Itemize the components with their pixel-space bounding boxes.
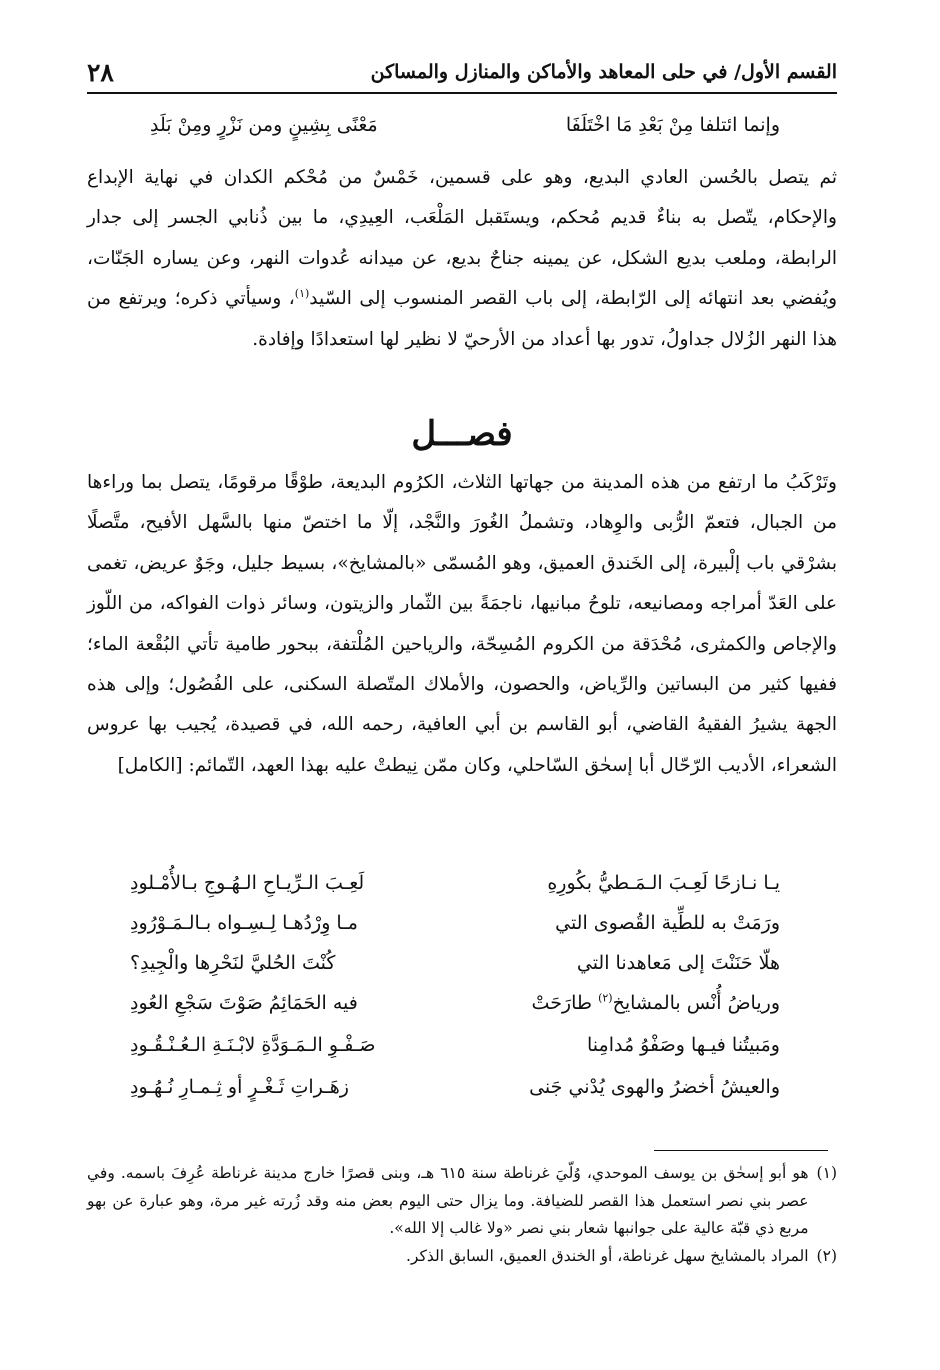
footnote-marker-2: (٢) bbox=[598, 991, 613, 1005]
page-header bbox=[87, 52, 837, 94]
verse-second-hemistich: صَـفْـوِ الـمَـوَدَّةِ لابْـنَـةِ الـعُـنْـقُـودِ bbox=[130, 1034, 376, 1056]
footnote-number: (١) bbox=[816, 1164, 837, 1182]
footnote-1 bbox=[87, 1160, 837, 1243]
opening-verse bbox=[150, 112, 780, 138]
footnote-marker-1: (١) bbox=[294, 287, 310, 301]
poem-verse bbox=[130, 990, 780, 1016]
verse-second-hemistich: زهَـراتِ ثَـغْـرٍ أو ثِـمـارِ نُـهُـودِ bbox=[130, 1076, 349, 1098]
footnotes bbox=[87, 1160, 837, 1270]
paragraph-2: وتَرْكَبُ ما ارتفع من هذه المدينة من جهاتها الثلاث، الكرُوم البديعة، طوْقًا مرقومًا، يتصل بما وراءها من الجبال، فتعمّ الرُّبى والوِهاد، وتشملُ الغُورَ والنَّجْد، إلّا ما اختصّ منها بالسَّهل الأفيح، متَّصلًا بشرْقي باب إلْبيرة، إلى الخَندق العميق، وهو المُسمّى «بالمشايخ»، بسيط جليل، وجَوٌ عريض، تغمى على العَدّ أمراجه ومصانيعه، تلوحُ مبانيها، ناجمَةً بين الثّمار والزيتون، وسائر ذوات الفواكه، من اللّوز والإجاص والكمثرى، مُحْدَقة من الكروم المُسِحّة، والرياحين المُلْتفة، ببحور طامية تأتي البُقْعة الماء؛ ففيها كثير من البساتين والرِّياض، والحصون، والأملاك المتّصلة السكنى، على الفُصُول؛ وإلى هذه الجهة يشيرُ الفقيهُ القاضي، أبو القاسم بن أبي العافية، رحمه الله، في قصيدة، يُجيب بها عروس الشعراء، الأديب الرّحّال أبا إسحٰق السّاحلي، وكان ممّن نِيطتْ عليه بهذا العهد، التّمائم: [الكامل] bbox=[87, 472, 837, 776]
verse-second-hemistich: فيه الحَمَائِمُ صَوْتَ سَجْعِ العُودِ bbox=[130, 992, 358, 1014]
poem-verse bbox=[130, 1074, 780, 1100]
section-heading: فصـــل bbox=[411, 414, 513, 454]
verse-first-hemistich: ومَبيتُنا فيـها وصَفْوُ مُدامِنا bbox=[587, 1034, 780, 1056]
paragraph-1-text-end: ، وسيأتي ذكره؛ ويرتفع من هذا النهر الزُلال جداولُ، تدور بها أعداد من الأرحيّ لا نظير لها استعدادًا وإفادة. bbox=[87, 288, 837, 350]
poem-verse bbox=[130, 950, 780, 976]
verse-second-hemistich: مَعْنًى بِشِينٍ ومن نَزْرٍ ومِنْ بَلَدِ bbox=[150, 114, 378, 136]
verse-second-hemistich: لَعِـبَ الـرِّيـاحِ الـهُـوجِ بـالأُمْـلودِ bbox=[130, 872, 365, 894]
verse-first-hemistich: هلّا حَنَنْتَ إلى مَعاهدنا التي bbox=[576, 952, 780, 974]
footnote-text: المراد بالمشايخ سهل غرناطة، أو الخندق العميق، السابق الذكر. bbox=[405, 1246, 809, 1265]
poem-verse bbox=[130, 910, 780, 936]
footnote-number: (٢) bbox=[816, 1246, 837, 1265]
verse-first-hemistich: ورَمَتْ به للطِّية القُصوى التي bbox=[555, 912, 780, 934]
footnote-2 bbox=[87, 1243, 837, 1271]
verse-second-hemistich: مـا وِرْدُهـا لِـسِـواه بـالـمَـوْرُودِ bbox=[130, 912, 358, 934]
paragraph-1-text: ثم يتصل بالحُسن العادي البديع، وهو على قسمين، خَمْسٌ من مُحْكم الكدان في نهاية الإبداع والإحكام، يتّصل به بناءٌ قديم مُحكم، ويستَقبل المَلْعَب، العِيدِي، ما بين ذُنابي الجسر إلى جدار الرابطة، وملعب بديع الشكل، عن يمينه جناحٌ بديع، عن ميدانه عُدوات النهر، وعن يساره الجَنّات، ويُفضي بعد انتهائه إلى الرّابطة، إلى باب القصر المنسوب إلى السّيد bbox=[87, 167, 837, 310]
verse-first-hemistich: والعيشُ أخضرُ والهوى يُدْني جَنى bbox=[529, 1076, 780, 1098]
verse-text-end: طارَحَتْ bbox=[531, 992, 599, 1014]
running-title: القسم الأول/ في حلى المعاهد والأماكن والمنازل والمساكن bbox=[370, 61, 837, 83]
paragraph-1 bbox=[87, 158, 837, 360]
footnote-text: هو أبو إسحٰق بن يوسف الموحدي، وُلّيَ غرناطة سنة ٦١٥ هـ، وبنى قصرًا خارج مدينة غرناطة عُرِفَ باسمه. وفي عصر بني نصر استعمل هذا القصر للضيافة. وما يزال حتى اليوم بعض منه وقد زُرته غير مرة، وهو عبارة عن بهو مربع ذي قبّة عالية على جوانبها شعار بني نصر «ولا غالب إلا الله». bbox=[87, 1164, 809, 1237]
verse-first-hemistich: يـا نـازحًا لَعِـبَ الـمَـطيُّ بكُورِهِ bbox=[547, 872, 780, 894]
poem-verse bbox=[130, 870, 780, 896]
footnote-divider bbox=[654, 1150, 828, 1151]
verse-first-hemistich bbox=[532, 990, 780, 1016]
verse-text: ورياضُ أُنْس بالمشايخ bbox=[612, 992, 780, 1014]
verse-first-hemistich: وإنما ائتلفا مِنْ بَعْدِ مَا اخْتَلَفَا bbox=[565, 114, 780, 136]
verse-second-hemistich: كُنْتَ الحُليَّ لنَحْرِها والْجِيدِ؟ bbox=[130, 952, 336, 974]
page-number: ٢٨ bbox=[87, 57, 114, 87]
poem-verse bbox=[130, 1032, 780, 1058]
